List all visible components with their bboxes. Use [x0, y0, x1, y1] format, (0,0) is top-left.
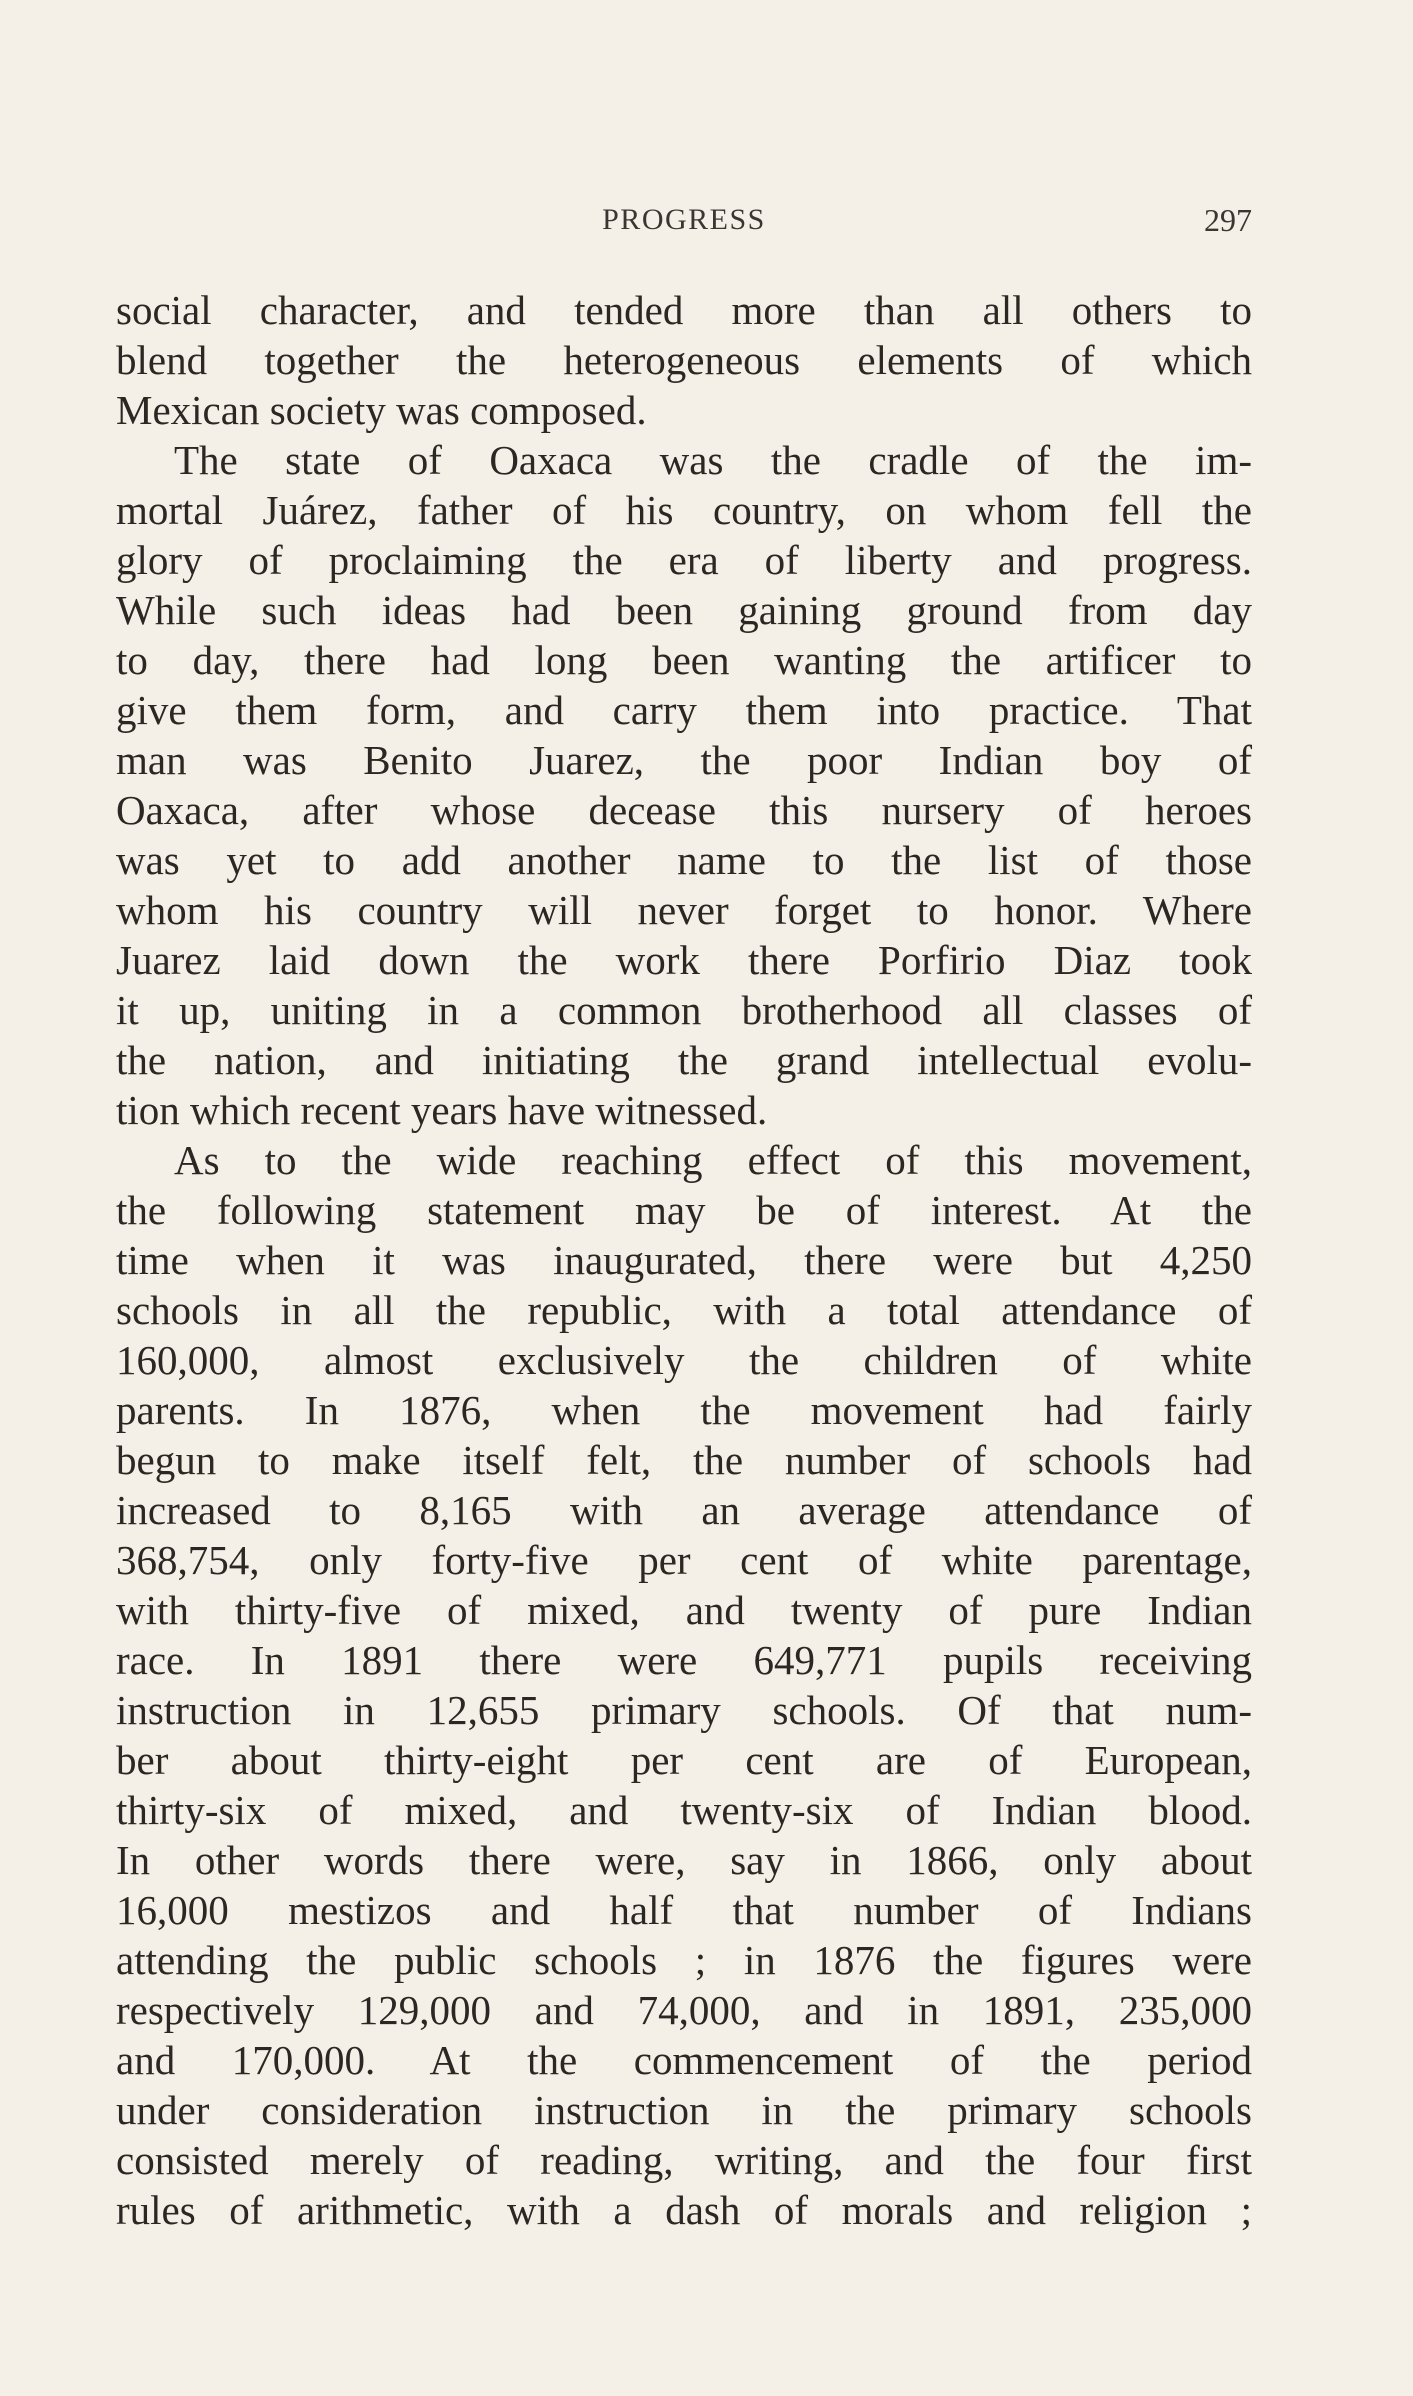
text-line: it up, uniting in a common brotherhood all classes of	[116, 987, 1252, 1033]
text-line: with thirty-five of mixed, and twenty of pure Indian	[116, 1587, 1252, 1633]
text-line: respectively 129,000 and 74,000, and in 1891, 235,000	[116, 1987, 1252, 2033]
text-line: the following statement may be of interest. At the	[116, 1187, 1252, 1233]
text-line: blend together the heterogeneous elements of which	[116, 337, 1252, 383]
text-line: social character, and tended more than all others to	[116, 287, 1252, 333]
text-line: begun to make itself felt, the number of schools had	[116, 1437, 1252, 1483]
text-line: tion which recent years have witnessed.	[116, 1087, 768, 1133]
text-line: As to the wide reaching effect of this movement,	[174, 1137, 1252, 1183]
text-line: parents. In 1876, when the movement had fairly	[116, 1387, 1252, 1433]
text-line: increased to 8,165 with an average attendance of	[116, 1487, 1252, 1533]
body-text	[116, 285, 1252, 2235]
text-line: under consideration instruction in the primary schools	[116, 2087, 1252, 2133]
page-number: 297	[1204, 202, 1252, 238]
running-head	[116, 200, 1252, 240]
text-line: to day, there had long been wanting the artificer to	[116, 637, 1252, 683]
text-line: man was Benito Juarez, the poor Indian boy of	[116, 737, 1252, 783]
text-line: consisted merely of reading, writing, and the four first	[116, 2137, 1252, 2183]
text-line: rules of arithmetic, with a dash of morals and religion ;	[116, 2187, 1252, 2233]
text-line: In other words there were, say in 1866, only about	[116, 1837, 1252, 1883]
text-line: attending the public schools ; in 1876 the figures were	[116, 1937, 1252, 1983]
text-line: The state of Oaxaca was the cradle of the im-	[174, 437, 1252, 483]
text-line: give them form, and carry them into practice. That	[116, 687, 1252, 733]
text-line: instruction in 12,655 primary schools. Of that num-	[116, 1687, 1252, 1733]
text-line: 16,000 mestizos and half that number of Indians	[116, 1887, 1252, 1933]
text-line: ber about thirty-eight per cent are of European,	[116, 1737, 1252, 1783]
text-line: schools in all the republic, with a total attendance of	[116, 1287, 1252, 1333]
text-line: Oaxaca, after whose decease this nursery of heroes	[116, 787, 1252, 833]
text-line: whom his country will never forget to honor. Where	[116, 887, 1252, 933]
text-line: race. In 1891 there were 649,771 pupils receiving	[116, 1637, 1252, 1683]
text-line: time when it was inaugurated, there were but 4,250	[116, 1237, 1252, 1283]
text-line: thirty-six of mixed, and twenty-six of Indian blood.	[116, 1787, 1252, 1833]
text-line: While such ideas had been gaining ground from day	[116, 587, 1252, 633]
text-line: 160,000, almost exclusively the children of white	[116, 1337, 1252, 1383]
text-line: Juarez laid down the work there Porfirio Diaz took	[116, 937, 1252, 983]
text-line: and 170,000. At the commencement of the period	[116, 2037, 1252, 2083]
text-line: the nation, and initiating the grand intellectual evolu-	[116, 1037, 1252, 1083]
text-line: 368,754, only forty-five per cent of white parentage,	[116, 1537, 1252, 1583]
running-title: PROGRESS	[602, 203, 766, 236]
text-line: was yet to add another name to the list of those	[116, 837, 1252, 883]
text-line: glory of proclaiming the era of liberty and progress.	[116, 537, 1252, 583]
text-line: mortal Juárez, father of his country, on whom fell the	[116, 487, 1252, 533]
text-line: Mexican society was composed.	[116, 387, 647, 433]
